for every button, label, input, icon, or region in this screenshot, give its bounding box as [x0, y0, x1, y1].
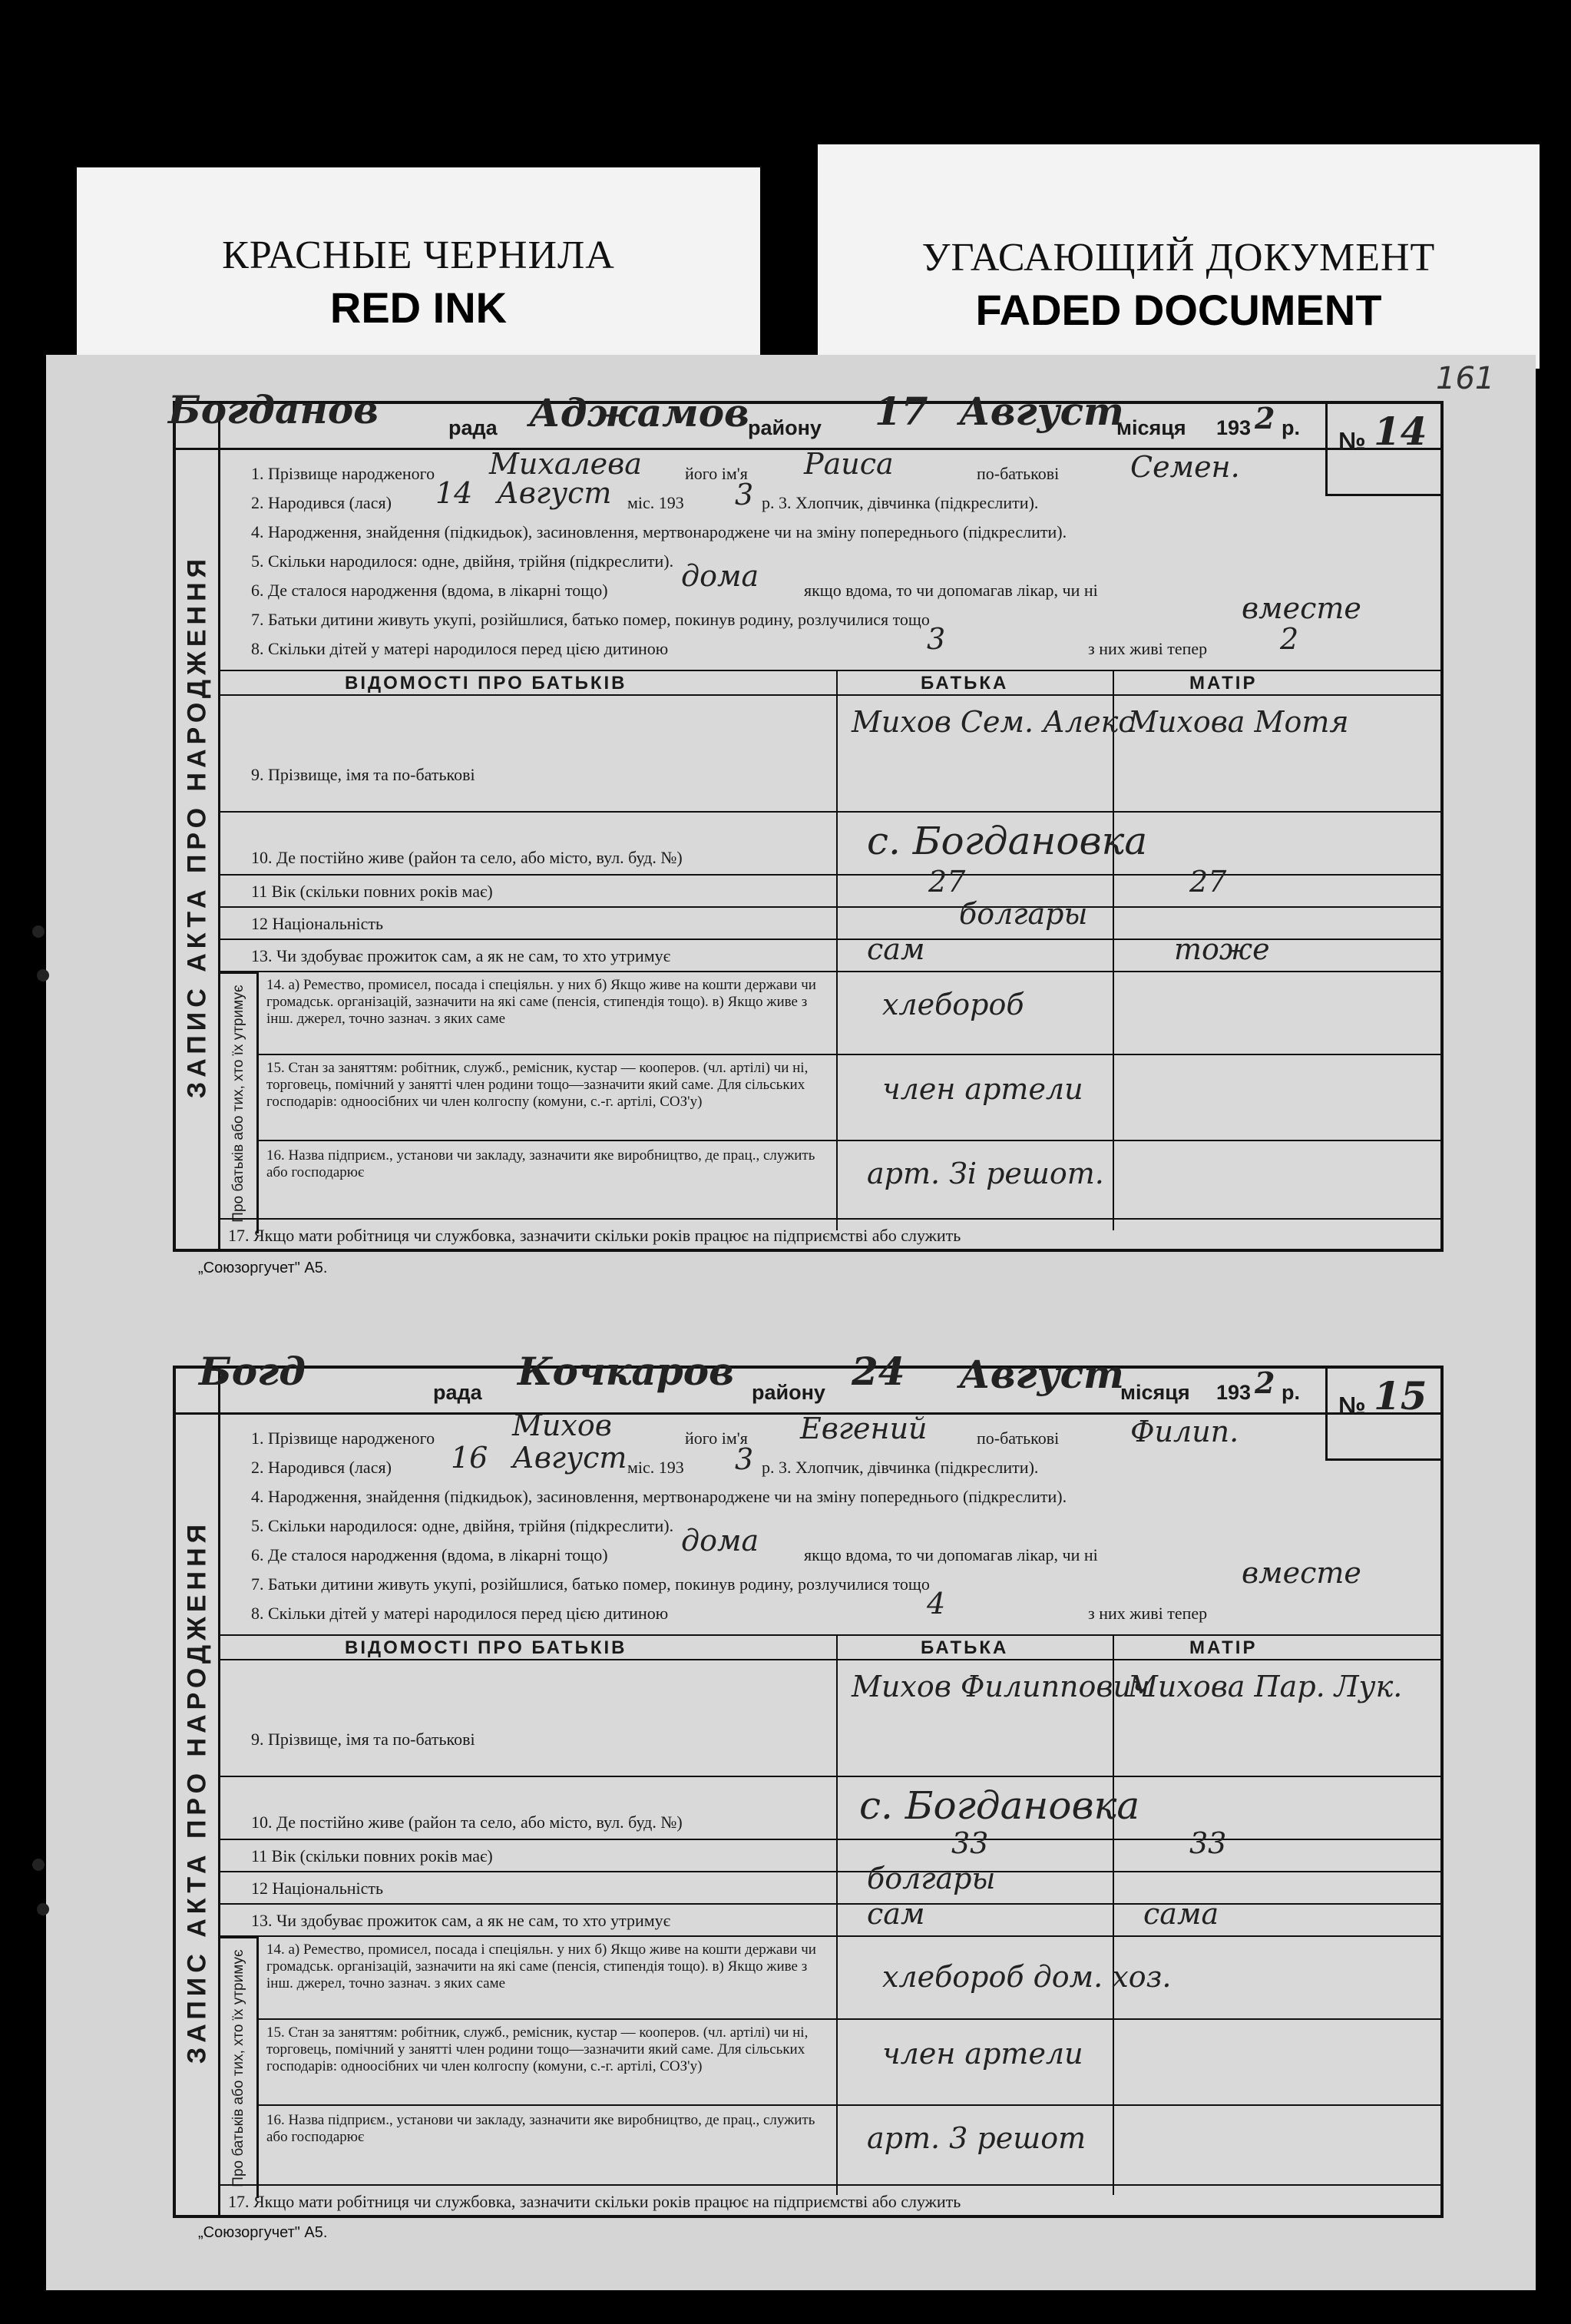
rayon-handwritten: Аджамов	[529, 390, 749, 435]
father-age-handwritten: 27	[928, 865, 966, 899]
children-before-handwritten: 4	[927, 1587, 946, 1621]
patronymic-handwritten: Семен.	[1130, 450, 1240, 484]
mother-name-handwritten: Михова Пар. Лук.	[1128, 1670, 1403, 1703]
mother-age-handwritten: 33	[1189, 1826, 1227, 1860]
birth-record-14: ЗАПИС АКТА ПРО НАРОДЖЕННЯ Про батьків або тих, хто їх утримує Богданов рада Аджамов району 17 Август місяця 193 2 р. № 14 1. Прізвище народженого Михалева його ім'я Раиса по-батькові Семен. 2. Народився (лася) 14 Август міс. 193 3 р. 3. Хлопчик, дівчинка (підкреслити). 4. Народження, знайдення (підкидьок), засиновлення, мертвонароджене чи на зміну попереднього (підкреслити). 5. Скільки народилося: одне, двійня, трійня (підкреслити). 6. Де сталося народження (вдома, в лікарні тощо) дома якщо вдома, то чи допомагав лікар, чи ні 7. Батьки дитини живуть укупі, розійшлися, батько помер, покинув родину, розлучилися тощо вместе 8. Скільки дітей у матері народилося перед цією дитиною 3 з них живі тепер 2 ВІДОМОСТІ ПРО БАТЬКІВ БАТЬКА МАТІР 9. Прізвище, імя та по-батькові Михов Сем. Алекс Михова Мотя 10. Де постійно живе (район та село, або місто, вул. буд. №) с. Богдановка 11 Вік (скільки повних років має) 27 27 12 Національність болгары 13. Чи здобуває прожиток сам, а як не сам, то хто утримує сам тоже 14. а) Ремество, промисел, посада і спеціяльн. у них б) Якщо живе на кошти держави чи громадськ. організацій, зазначити на які саме (пенсія, стипендія тощо). в) Якщо живе з інш. джерел, точно зазнач. з яких саме хлебороб 15. Стан за заняттям: робітник, служб., ремісник, кустар — кооперов. (чл. артілі) чи ні, торговець, помічний у занятті член родини тощо—зазначити який саме. Для сільських господарів: одноосібних чи член колгоспу (комуни, с.-г. артілі, СОЗ'у) член артели 16. Назва підприєм., установи чи закладу, зазначити яке виробництво, де прац., служить або господарює арт. Зі решот. 17. Якщо мати робітниця чи службовка, зазначити скільки років працює на підприємстві або служить	[173, 401, 1444, 1252]
divider	[220, 1871, 1440, 1872]
mother-header: МАТІР	[1189, 1637, 1258, 1658]
born-month-handwritten: Август	[497, 476, 612, 510]
divider	[220, 1776, 1440, 1777]
row-10-label: 10. Де постійно живе (район та село, або місто, вул. буд. №)	[251, 1813, 683, 1832]
rayon-label: району	[748, 416, 822, 439]
row-10-label: 10. Де постійно живе (район та село, або місто, вул. буд. №)	[251, 848, 683, 867]
record-side-subtitle: Про батьків або тих, хто їх утримує	[220, 1937, 259, 2198]
divider	[836, 1634, 838, 2195]
perforation-hole	[32, 925, 45, 938]
printer-footnote: „Союзоргучет" А5.	[198, 2224, 328, 2241]
birth-place-handwritten: дома	[681, 1524, 759, 1558]
divider	[220, 971, 1440, 972]
nationality-handwritten: болгары	[959, 897, 1088, 931]
record-number-box: № 15	[1325, 1369, 1440, 1461]
row-16-label: 16. Назва підприєм., установи чи закладу, зазначити яке виробництво, де прац., служить або господарює	[266, 2112, 815, 2145]
name-handwritten: Евгений	[800, 1412, 928, 1445]
row-17-label: 17. Якщо мати робітниця чи службовка, зазначити скільки років працює на підприємстві або служить	[220, 2184, 1440, 2212]
self-support-mother-handwritten: тоже	[1174, 932, 1270, 966]
rada-handwritten: Богд	[199, 1349, 306, 1394]
children-before-handwritten: 3	[927, 622, 946, 656]
surname-handwritten: Михов	[512, 1409, 612, 1442]
birth-place-handwritten: дома	[681, 559, 759, 593]
residence-handwritten: с. Богдановка	[867, 819, 1148, 863]
divider	[836, 670, 838, 1230]
born-year-handwritten: 3	[735, 478, 754, 511]
enterprise-handwritten: арт. 3 решот	[867, 2121, 1086, 2155]
residence-handwritten: с. Богдановка	[859, 1783, 1140, 1828]
born-month-handwritten: Август	[512, 1441, 627, 1475]
father-name-handwritten: Михов Филиппович	[852, 1670, 1150, 1703]
self-support-father-handwritten: сам	[867, 932, 925, 966]
divider	[220, 1903, 1440, 1905]
day-handwritten: 24	[852, 1349, 905, 1394]
red-ink-label-ru: КРАСНЫЕ ЧЕРНИЛА	[222, 233, 615, 277]
divider	[220, 694, 1440, 696]
record-number-handwritten: 14	[1374, 409, 1427, 454]
mother-age-handwritten: 27	[1189, 865, 1227, 899]
record-side-subtitle: Про батьків або тих, хто їх утримує	[220, 972, 259, 1233]
divider	[220, 670, 1440, 671]
rada-handwritten: Богданов	[168, 387, 379, 432]
mother-name-handwritten: Михова Мотя	[1128, 705, 1349, 739]
row-12-label: 12 Національність	[251, 914, 384, 933]
record-side-title: ЗАПИС АКТА ПРО НАРОДЖЕННЯ	[176, 404, 220, 1249]
row-14-label: 14. а) Ремество, промисел, посада і спеціяльн. у них б) Якщо живе на кошти держави чи громадськ. організацій, зазначити на які саме (пенсія, стипендія тощо). в) Якщо живе з інш. джерел, точно зазнач. з яких саме	[266, 977, 816, 1027]
divider	[259, 1140, 1440, 1141]
rada-label: рада	[433, 1381, 482, 1404]
printer-footnote: „Союзоргучет" А5.	[198, 1260, 328, 1276]
divider	[220, 874, 1440, 876]
self-support-mother-handwritten: сама	[1143, 1897, 1219, 1931]
row-14-label: 14. а) Ремество, промисел, посада і спеціяльн. у них б) Якщо живе на кошти держави чи громадськ. організацій, зазначити на які саме (пенсія, стипендія тощо). в) Якщо живе з інш. джерел, точно зазнач. з яких саме	[266, 1942, 816, 1991]
patronymic-handwritten: Филип.	[1130, 1415, 1239, 1448]
birth-record-15: ЗАПИС АКТА ПРО НАРОДЖЕННЯ Про батьків або тих, хто їх утримує Богд рада Кочкаров району 24 Август місяця 193 2 р. № 15 1. Прізвище народженого Михов його ім'я Евгений по-батькові Филип. 2. Народився (лася) 16 Август міс. 193 3 р. 3. Хлопчик, дівчинка (підкреслити). 4. Народження, знайдення (підкидьок), засиновлення, мертвонароджене чи на зміну попереднього (підкреслити). 5. Скільки народилося: одне, двійня, трійня (підкреслити). 6. Де сталося народження (вдома, в лікарні тощо) дома якщо вдома, то чи допомагав лікар, чи ні 7. Батьки дитини живуть укупі, розійшлися, батько помер, покинув родину, розлучилися тощо вместе 8. Скільки дітей у матері народилося перед цією дитиною 4 з них живі тепер ВІДОМОСТІ ПРО БАТЬКІВ БАТЬКА МАТІР 9. Прізвище, імя та по-батькові Михов Филиппович Михова Пар. Лук. 10. Де постійно живе (район та село, або місто, вул. буд. №) с. Богдановка 11 Вік (скільки повних років має) 33 33 12 Національність болгары 13. Чи здобуває прожиток сам, а як не сам, то хто утримує сам сама 14. а) Ремество, промисел, посада і спеціяльн. у них б) Якщо живе на кошти держави чи громадськ. організацій, зазначити на які саме (пенсія, стипендія тощо). в) Якщо живе з інш. джерел, точно зазнач. з яких саме хлебороб дом. хоз. 15. Стан за заняттям: робітник, служб., ремісник, кустар — кооперов. (чл. артілі) чи ні, торговець, помічний у занятті член родини тощо—зазначити який саме. Для сільських господарів: одноосібних чи член колгоспу (комуни, с.-г. артілі, СОЗ'у) член артели 16. Назва підприєм., установи чи закладу, зазначити яке виробництво, де прац., служить або господарює арт. 3 решот 17. Якщо мати робітниця чи службовка, зазначити скільки років працює на підприємстві або служить	[173, 1366, 1444, 2218]
faded-label-en: FADED DOCUMENT	[975, 286, 1382, 334]
divider	[220, 1935, 1440, 1937]
row-16-label: 16. Назва підприєм., установи чи закладу, зазначити яке виробництво, де прац., служить або господарює	[266, 1147, 815, 1180]
red-ink-label-card	[77, 167, 760, 369]
rada-label: рада	[448, 416, 498, 439]
born-day-handwritten: 14	[435, 476, 473, 510]
year-suffix: р.	[1282, 416, 1300, 439]
year-digit-handwritten: 2	[1255, 1366, 1275, 1400]
divider	[220, 811, 1440, 813]
faded-label-ru: УГАСАЮЩИЙ ДОКУМЕНТ	[921, 236, 1436, 280]
perforation-hole	[37, 1903, 49, 1915]
self-support-father-handwritten: сам	[867, 1897, 925, 1931]
surname-handwritten: Михалева	[489, 447, 642, 481]
row-9-label: 9. Прізвище, імя та по-батькові	[251, 1730, 475, 1749]
row-15-label: 15. Стан за заняттям: робітник, служб., ремісник, кустар — кооперов. (чл. артілі) чи ні, торговець, помічний у занятті член родини тощо—зазначити який саме. Для сільських господарів: одноосібних чи член колгоспу (комуни, с.-г. артілі, СОЗ'у)	[266, 2024, 809, 2074]
perforation-hole	[32, 1859, 45, 1871]
parents-header: ВІДОМОСТІ ПРО БАТЬКІВ	[345, 1637, 627, 1658]
divider	[220, 1839, 1440, 1840]
occupation-handwritten: хлебороб	[882, 988, 1024, 1021]
month-handwritten: Август	[959, 1352, 1124, 1397]
enterprise-handwritten: арт. Зі решот.	[867, 1157, 1104, 1190]
father-name-handwritten: Михов Сем. Алекс	[852, 705, 1135, 739]
day-handwritten: 17	[875, 389, 928, 434]
born-day-handwritten: 16	[451, 1441, 488, 1475]
year-suffix: р.	[1282, 1381, 1300, 1404]
divider	[259, 2018, 1440, 2020]
rayon-handwritten: Кочкаров	[518, 1349, 734, 1394]
father-age-handwritten: 33	[951, 1826, 989, 1860]
row-13-label: 13. Чи здобуває прожиток сам, а як не сам, то хто утримує	[251, 1911, 671, 1930]
year-label: 193	[1216, 1381, 1252, 1404]
row-15-label: 15. Стан за заняттям: робітник, служб., ремісник, кустар — кооперов. (чл. артілі) чи ні, торговець, помічний у занятті член родини тощо—зазначити який саме. Для сільських господарів: одноосібних чи член колгоспу (комуни, с.-г. артілі, СОЗ'у)	[266, 1060, 809, 1110]
row-11-label: 11 Вік (скільки повних років має)	[251, 1846, 493, 1865]
born-year-handwritten: 3	[735, 1442, 754, 1476]
parents-header: ВІДОМОСТІ ПРО БАТЬКІВ	[345, 673, 627, 694]
status-handwritten: член артели	[882, 2037, 1083, 2071]
year-label: 193	[1216, 416, 1252, 439]
faded-document-label-card	[818, 144, 1540, 369]
children-alive-handwritten: 2	[1280, 622, 1299, 656]
record-header	[168, 387, 1440, 450]
perforation-hole	[37, 969, 49, 982]
month-handwritten: Август	[959, 389, 1124, 434]
row-9-label: 9. Прізвище, імя та по-батькові	[251, 765, 475, 784]
row-17-label: 17. Якщо мати робітниця чи службовка, зазначити скільки років працює на підприємстві або служить	[220, 1218, 1440, 1246]
row-12-label: 12 Національність	[251, 1879, 384, 1898]
divider	[1113, 1634, 1114, 2195]
occupation-handwritten: хлебороб дом. хоз.	[882, 1960, 1172, 1994]
divider	[220, 1659, 1440, 1660]
status-handwritten: член артели	[882, 1072, 1083, 1106]
row-13-label: 13. Чи здобуває прожиток сам, а як не сам, то хто утримує	[251, 946, 671, 965]
divider	[259, 1054, 1440, 1055]
father-header: БАТЬКА	[921, 1637, 1009, 1658]
together-handwritten: вместе	[1242, 1556, 1361, 1590]
father-header: БАТЬКА	[921, 673, 1009, 694]
divider	[259, 2104, 1440, 2106]
divider	[220, 906, 1440, 908]
mother-header: МАТІР	[1189, 673, 1258, 694]
nationality-handwritten: болгары	[867, 1862, 996, 1895]
record-number-handwritten: 15	[1374, 1373, 1427, 1419]
record-side-title: ЗАПИС АКТА ПРО НАРОДЖЕННЯ	[176, 1369, 220, 2215]
name-handwritten: Раиса	[804, 447, 894, 481]
month-label: місяця	[1116, 416, 1186, 439]
together-handwritten: вместе	[1242, 591, 1361, 625]
record-header	[176, 1349, 1440, 1415]
row-11-label: 11 Вік (скільки повних років має)	[251, 882, 493, 901]
divider	[220, 1634, 1440, 1636]
month-label: місяця	[1120, 1381, 1190, 1404]
page-number: 161	[1436, 361, 1495, 396]
red-ink-label-en: RED INK	[329, 283, 508, 332]
year-digit-handwritten: 2	[1255, 401, 1275, 435]
divider	[1113, 670, 1114, 1230]
record-number-box: № 14	[1325, 404, 1440, 496]
rayon-label: району	[752, 1381, 825, 1404]
